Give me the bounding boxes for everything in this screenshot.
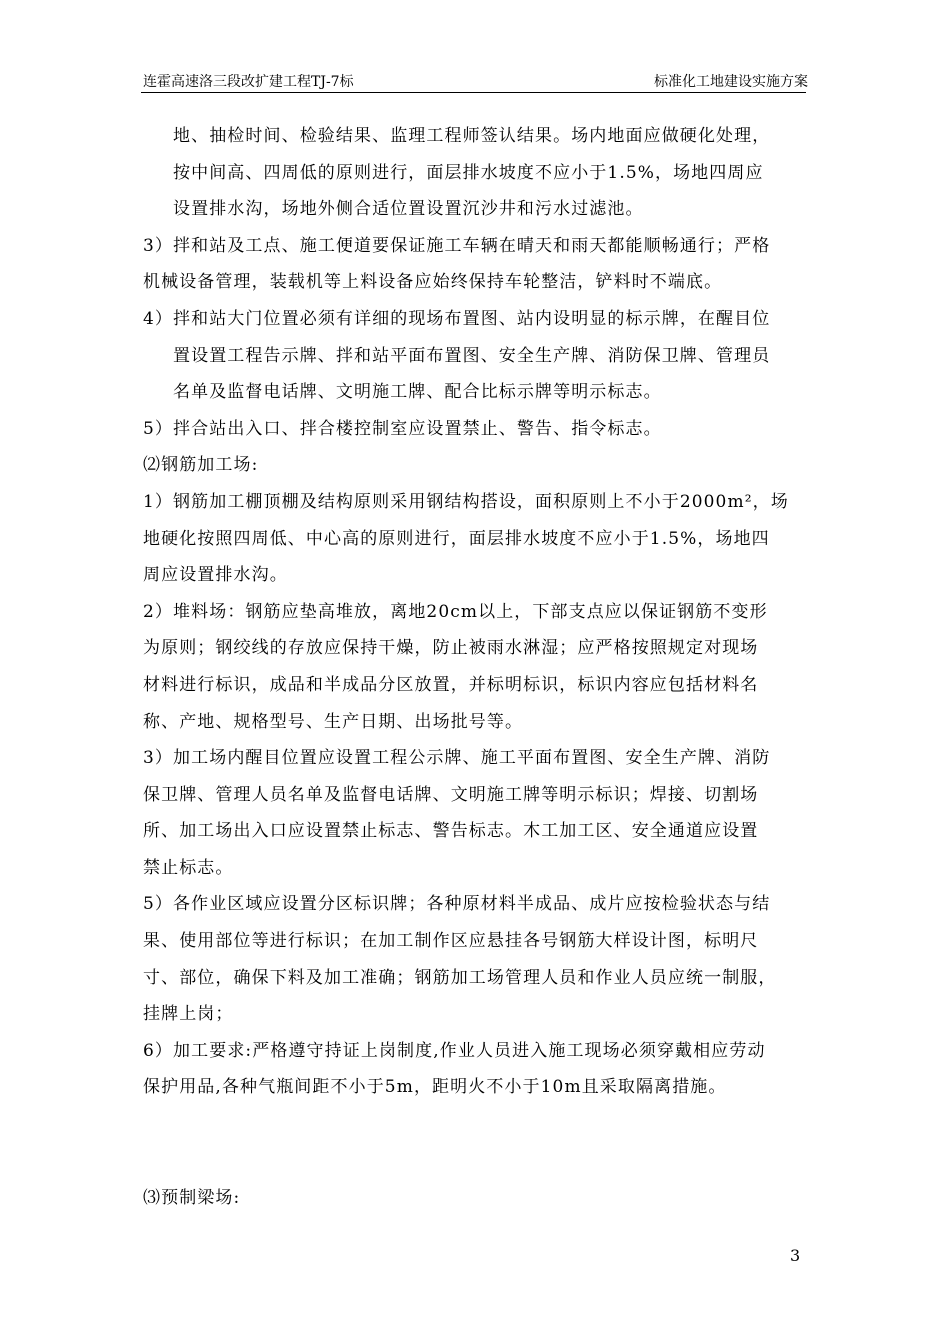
header-project-title: 连霍高速洛三段改扩建工程TJ-7标 — [143, 74, 354, 90]
paragraph-line: 寸、部位，确保下料及加工准确；钢筋加工场管理人员和作业人员应统一制服， — [143, 967, 777, 988]
header-divider — [141, 92, 806, 93]
paragraph-line: 4）拌和站大门位置必须有详细的现场布置图、站内设明显的标示牌，在醒目位 — [143, 308, 771, 329]
paragraph-line: 5）各作业区域应设置分区标识牌；各种原材料半成品、成片应按检验状态与结 — [143, 894, 771, 915]
section-heading: ⑵钢筋加工场: — [143, 455, 259, 476]
paragraph-line: 果、使用部位等进行标识；在加工制作区应悬挂各号钢筋大样设计图，标明尺 — [143, 931, 759, 952]
paragraph-line: 周应设置排水沟。 — [143, 565, 288, 586]
paragraph-line: 2）堆料场：钢筋应垫高堆放，离地20cm以上，下部支点应以保证钢筋不变形 — [143, 601, 768, 622]
paragraph-line: 材料进行标识，成品和半成品分区放置，并标明标识，标识内容应包括材料名 — [143, 674, 759, 695]
paragraph-line: 1）钢筋加工棚顶棚及结构原则采用钢结构搭设，面积原则上不小于2000m²，场 — [143, 491, 789, 512]
paragraph-line: 称、产地、规格型号、生产日期、出场批号等。 — [143, 711, 524, 732]
paragraph-line: 地硬化按照四周低、中心高的原则进行，面层排水坡度不应小于1.5%，场地四 — [143, 528, 770, 549]
paragraph-line: 3）加工场内醒目位置应设置工程公示牌、施工平面布置图、安全生产牌、消防 — [143, 748, 771, 769]
blank-space — [143, 1106, 811, 1180]
paragraph-line: 挂牌上岗； — [143, 1004, 234, 1025]
paragraph-line: 5）拌合站出入口、拌合楼控制室应设置禁止、警告、指令标志。 — [143, 418, 662, 439]
section-heading: ⑶预制梁场: — [143, 1188, 241, 1209]
paragraph-line: 名单及监督电话牌、文明施工牌、配合比标示牌等明示标志。 — [173, 382, 662, 403]
paragraph-line: 为原则；钢绞线的存放应保持干燥，防止被雨水淋湿；应严格按照规定对现场 — [143, 638, 759, 659]
paragraph-line: 禁止标志。 — [143, 857, 234, 878]
document-body — [143, 118, 811, 1217]
paragraph-line: 地、抽检时间、检验结果、监理工程师签认结果。场内地面应做硬化处理， — [173, 126, 771, 146]
paragraph-line: 按中间高、四周低的原则进行，面层排水坡度不应小于1.5%，场地四周应 — [173, 162, 764, 183]
paragraph-line: 保卫牌、管理人员名单及监督电话牌、文明施工牌等明示标识；焊接、切割场 — [143, 784, 759, 805]
paragraph-line: 置设置工程告示牌、拌和站平面布置图、安全生产牌、消防保卫牌、管理员 — [173, 345, 771, 366]
paragraph-line: 6）加工要求:严格遵守持证上岗制度,作业人员进入施工现场必须穿戴相应劳动 — [143, 1040, 766, 1061]
paragraph-line: 保护用品,各种气瓶间距不小于5m，距明火不小于10m且采取隔离措施。 — [143, 1077, 727, 1098]
page-number: 3 — [790, 1246, 801, 1265]
paragraph-line: 3）拌和站及工点、施工便道要保证施工车辆在晴天和雨天都能顺畅通行；严格 — [143, 235, 771, 256]
paragraph-line: 所、加工场出入口应设置禁止标志、警告标志。木工加工区、安全通道应设置 — [143, 821, 759, 842]
header-document-title: 标准化工地建设实施方案 — [654, 74, 808, 90]
paragraph-line: 机械设备管理，装载机等上料设备应始终保持车轮整洁，铲料时不端底。 — [143, 272, 723, 293]
paragraph-line: 设置排水沟，场地外侧合适位置设置沉沙井和污水过滤池。 — [173, 199, 644, 220]
